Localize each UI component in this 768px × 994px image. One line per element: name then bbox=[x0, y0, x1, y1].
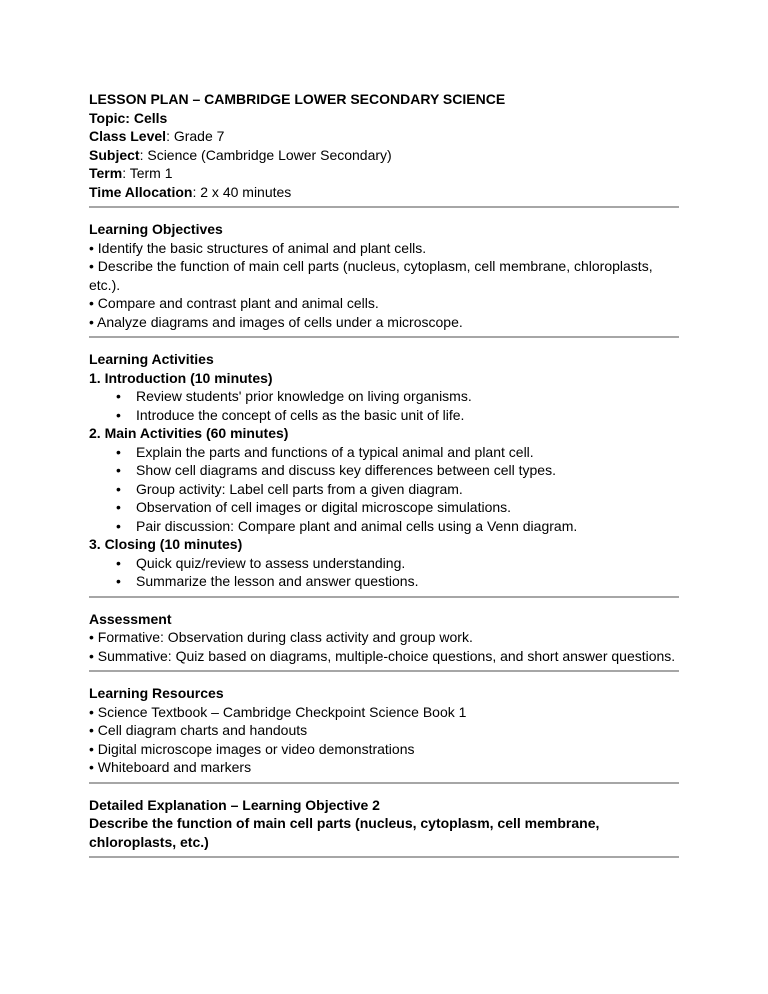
assessment-item: • Formative: Observation during class activity and group work. bbox=[89, 629, 473, 645]
section-divider bbox=[89, 856, 679, 858]
field-value: : 2 x 40 minutes bbox=[192, 183, 292, 200]
resources-section bbox=[89, 684, 679, 777]
field-label: Term bbox=[89, 165, 123, 181]
resource-item: • Digital microscope images or video demonstrations bbox=[89, 740, 415, 757]
section-divider bbox=[89, 596, 679, 598]
document-title: LESSON PLAN – CAMBRIDGE LOWER SECONDARY SCIENCE bbox=[89, 91, 506, 107]
resource-item: • Science Textbook – Cambridge Checkpoint Science Book 1 bbox=[89, 703, 467, 720]
section-heading: Learning Resources bbox=[89, 685, 224, 701]
section-divider bbox=[89, 670, 679, 672]
time-allocation-line bbox=[89, 183, 679, 202]
objective-item: • Analyze diagrams and images of cells under a microscope. bbox=[89, 313, 463, 330]
objective-item: • Describe the function of main cell parts (nucleus, cytoplasm, cell membrane, chloroplasts, etc.). bbox=[89, 258, 653, 293]
section-divider bbox=[89, 206, 679, 208]
field-label: Subject bbox=[89, 146, 140, 163]
activity-list bbox=[89, 554, 679, 591]
field-value: : Grade 7 bbox=[166, 128, 225, 144]
detail-section bbox=[89, 796, 679, 852]
resource-item: • Whiteboard and markers bbox=[89, 759, 252, 775]
list-item: • Observation of cell images or digital microscope simulations. bbox=[89, 498, 679, 517]
section-heading: Detailed Explanation – Learning Objective 2 bbox=[89, 796, 380, 813]
list-item: • Pair discussion: Compare plant and animal cells using a Venn diagram. bbox=[89, 517, 679, 536]
header-block bbox=[89, 90, 679, 201]
list-item: • Introduce the concept of cells as the basic unit of life. bbox=[89, 406, 679, 425]
topic-line: Topic: Cells bbox=[89, 109, 168, 126]
lesson-plan-page bbox=[89, 90, 679, 870]
list-item: • Show cell diagrams and discuss key differences between cell types. bbox=[89, 461, 679, 480]
field-label: Time Allocation bbox=[89, 183, 193, 200]
list-item: • Group activity: Label cell parts from a given diagram. bbox=[89, 480, 679, 499]
section-divider bbox=[89, 782, 679, 784]
activity-list bbox=[89, 443, 679, 536]
list-item: • Explain the parts and functions of a typical animal and plant cell. bbox=[89, 443, 679, 462]
resource-item: • Cell diagram charts and handouts bbox=[89, 722, 308, 738]
objective-item: • Identify the basic structures of animal and plant cells. bbox=[89, 239, 427, 256]
section-heading: Assessment bbox=[89, 610, 172, 627]
activity-list bbox=[89, 387, 679, 424]
class-level-line bbox=[89, 127, 679, 146]
detail-subheading: Describe the function of main cell parts (nucleus, cytoplasm, cell membrane, chloroplasts, etc.) bbox=[89, 815, 600, 850]
activities-section bbox=[89, 350, 679, 591]
objectives-section bbox=[89, 220, 679, 331]
field-value: : Term 1 bbox=[122, 165, 173, 181]
activity-subheading: 1. Introduction (10 minutes) bbox=[89, 369, 273, 386]
subject-line bbox=[89, 146, 679, 165]
field-label: Class Level bbox=[89, 128, 167, 144]
section-heading: Learning Objectives bbox=[89, 221, 223, 237]
assessment-item: • Summative: Quiz based on diagrams, multiple-choice questions, and short answer questions. bbox=[89, 647, 676, 664]
list-item: • Summarize the lesson and answer questions. bbox=[89, 572, 679, 591]
section-divider bbox=[89, 336, 679, 338]
section-heading: Learning Activities bbox=[89, 351, 214, 367]
activity-subheading: 3. Closing (10 minutes) bbox=[89, 536, 243, 552]
activity-subheading: 2. Main Activities (60 minutes) bbox=[89, 425, 289, 441]
field-value: : Science (Cambridge Lower Secondary) bbox=[139, 146, 392, 163]
term-line bbox=[89, 164, 679, 183]
objective-item: • Compare and contrast plant and animal cells. bbox=[89, 295, 379, 311]
list-item: • Review students' prior knowledge on living organisms. bbox=[89, 387, 679, 406]
assessment-section bbox=[89, 610, 679, 666]
list-item: • Quick quiz/review to assess understanding. bbox=[89, 554, 679, 573]
